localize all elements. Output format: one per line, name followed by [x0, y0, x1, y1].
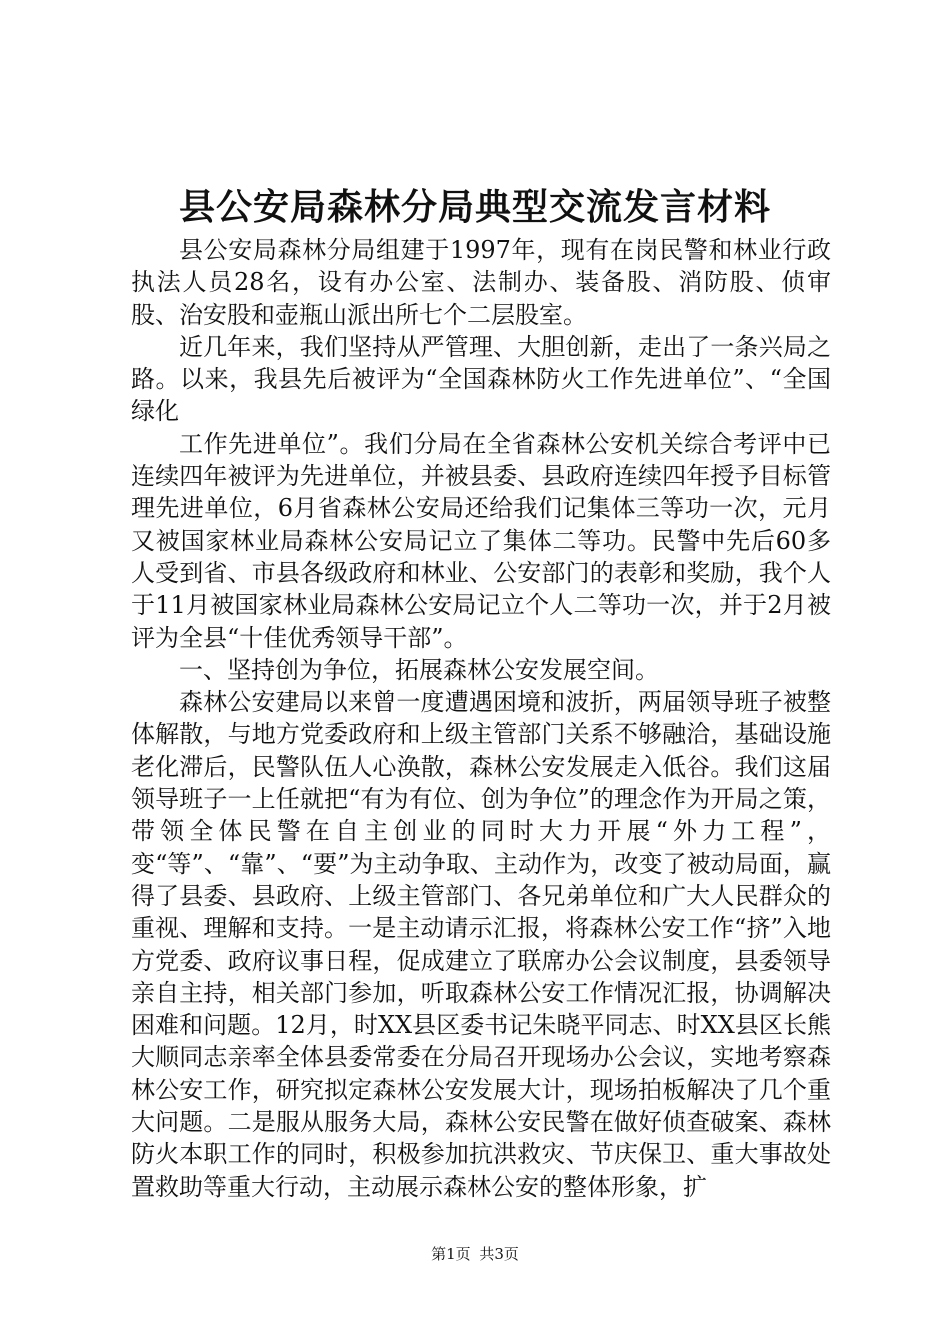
- paragraph-honors-start: 近几年来，我们坚持从严管理、大胆创新，走出了一条兴局之路。以来，我县先后被评为“全国森林防火工作先进单位”、“全国绿化: [131, 332, 831, 426]
- paragraph-honors-continued: 工作先进单位”。我们分局在全省森林公安机关综合考评中已连续四年被评为先进单位，并被县委、县政府连续四年授予目标管理先进单位，6月省森林公安局还给我们记集体三等功一次，元月又被国家林业局森林公安局记立了集体二等功。民警中先后60多人受到省、市县各级政府和林业、公安部门的表彰和奖励，我个人于11月被国家林业局森林公安局记立个人二等功一次，并于2月被评为全县“十佳优秀领导干部”。: [131, 429, 831, 652]
- page-number-total: 共3页: [479, 1245, 519, 1263]
- page-footer: [0, 1244, 950, 1264]
- document-body: [131, 234, 831, 1203]
- document-title: 县公安局森林分局典型交流发言材料: [178, 186, 771, 228]
- page-number-current: 第1页: [431, 1245, 471, 1263]
- paragraph-section-1-body: 森林公安建局以来曾一度遭遇困境和波折，两届领导班子被整体解散，与地方党委政府和上级主管部门关系不够融洽，基础设施老化滞后，民警队伍人心涣散，森林公安发展走入低谷。我们这届领导班子一上任就把“有为有位、创为争位”的理念作为开局之策，带领全体民警在自主创业的同时大力开展“外力工程”，变“等”、“靠”、“要”为主动争取、主动作为，改变了被动局面，赢得了县委、县政府、上级主管部门、各兄弟单位和广大人民群众的重视、理解和支持。一是主动请示汇报，将森林公安工作“挤”入地方党委、政府议事日程，促成建立了联席办公会议制度，县委领导亲自主持，相关部门参加，听取森林公安工作情况汇报，协调解决困难和问题。12月，时XX县区委书记朱晓平同志、时XX县区长熊大顺同志亲率全体县委常委在分局召开现场办公会议，实地考察森林公安工作，研究拟定森林公安发展大计，现场拍板解决了几个重大问题。二是服从服务大局，森林公安民警在做好侦查破案、森林防火本职工作的同时，积极参加抗洪救灾、节庆保卫、重大事故处置救助等重大行动，主动展示森林公安的整体形象，扩: [131, 688, 831, 1201]
- section-heading-1: 一、坚持创为争位，拓展森林公安发展空间。: [179, 655, 659, 684]
- paragraph-intro: 县公安局森林分局组建于1997年，现有在岗民警和林业行政执法人员28名，设有办公室、法制办、装备股、消防股、侦审股、治安股和壶瓶山派出所七个二层股室。: [131, 236, 831, 329]
